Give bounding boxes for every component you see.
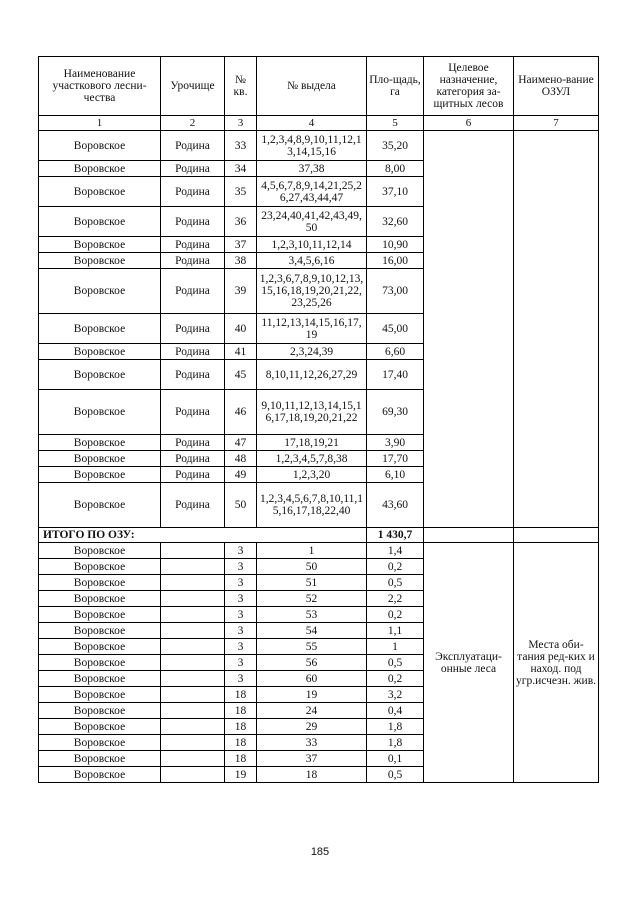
- district-cell: Воровское: [39, 719, 161, 735]
- kv-cell: 49: [225, 467, 257, 483]
- kv-cell: 40: [225, 314, 257, 344]
- tract-cell: Родина: [161, 344, 225, 360]
- vydel-cell: 53: [257, 607, 367, 623]
- vydel-cell: 51: [257, 575, 367, 591]
- vydel-cell: 1,2,3,20: [257, 467, 367, 483]
- tract-cell: [161, 703, 225, 719]
- vydel-cell: 1,2,3,10,11,12,14: [257, 237, 367, 253]
- district-cell: Воровское: [39, 655, 161, 671]
- kv-cell: 37: [225, 237, 257, 253]
- vydel-cell: 1,2,3,4,5,7,8,38: [257, 451, 367, 467]
- area-cell: 1,8: [367, 735, 424, 751]
- district-cell: Воровское: [39, 735, 161, 751]
- tract-cell: [161, 735, 225, 751]
- kv-cell: 3: [225, 575, 257, 591]
- district-cell: Воровское: [39, 237, 161, 253]
- district-cell: Воровское: [39, 344, 161, 360]
- tract-cell: Родина: [161, 161, 225, 177]
- area-cell: 32,60: [367, 207, 424, 237]
- total-area: 1 430,7: [367, 528, 424, 543]
- district-cell: Воровское: [39, 607, 161, 623]
- col-num: 6: [424, 116, 514, 131]
- column-number-row: [39, 116, 599, 131]
- tract-cell: Родина: [161, 483, 225, 528]
- tract-cell: Родина: [161, 253, 225, 269]
- district-cell: Воровское: [39, 559, 161, 575]
- kv-cell: 3: [225, 655, 257, 671]
- vydel-cell: 1,2,3,6,7,8,9,10,12,13,15,16,18,19,20,21,22,23,25,26: [257, 269, 367, 314]
- tract-cell: [161, 655, 225, 671]
- kv-cell: 33: [225, 131, 257, 161]
- ozul-cell: [514, 131, 599, 528]
- district-cell: Воровское: [39, 314, 161, 344]
- area-cell: 1,8: [367, 719, 424, 735]
- tract-cell: [161, 767, 225, 783]
- vydel-cell: 18: [257, 767, 367, 783]
- kv-cell: 18: [225, 687, 257, 703]
- col-num: 3: [225, 116, 257, 131]
- tract-cell: [161, 623, 225, 639]
- forest-table: [38, 56, 599, 783]
- kv-cell: 50: [225, 483, 257, 528]
- col-num: 5: [367, 116, 424, 131]
- area-cell: 0,4: [367, 703, 424, 719]
- header-kv: № кв.: [225, 57, 257, 116]
- district-cell: Воровское: [39, 161, 161, 177]
- area-cell: 1: [367, 639, 424, 655]
- kv-cell: 3: [225, 639, 257, 655]
- area-cell: 0,2: [367, 607, 424, 623]
- purpose-cell: [424, 131, 514, 528]
- col-num: 4: [257, 116, 367, 131]
- vydel-cell: 37: [257, 751, 367, 767]
- kv-cell: 45: [225, 360, 257, 390]
- ozul-cell: Места оби-тания ред-ких и наход. под угр.исчезн. жив.: [514, 543, 599, 783]
- tract-cell: Родина: [161, 131, 225, 161]
- area-cell: 0,5: [367, 575, 424, 591]
- vydel-cell: 4,5,6,7,8,9,14,21,25,26,27,43,44,47: [257, 177, 367, 207]
- kv-cell: 19: [225, 767, 257, 783]
- vydel-cell: 19: [257, 687, 367, 703]
- area-cell: 3,90: [367, 435, 424, 451]
- area-cell: 0,5: [367, 655, 424, 671]
- district-cell: Воровское: [39, 451, 161, 467]
- kv-cell: 47: [225, 435, 257, 451]
- district-cell: Воровское: [39, 207, 161, 237]
- area-cell: 0,2: [367, 559, 424, 575]
- header-ozul: Наимено-вание ОЗУЛ: [514, 57, 599, 116]
- vydel-cell: 54: [257, 623, 367, 639]
- col-num: 7: [514, 116, 599, 131]
- district-cell: Воровское: [39, 435, 161, 451]
- tract-cell: Родина: [161, 360, 225, 390]
- vydel-cell: 50: [257, 559, 367, 575]
- vydel-cell: 1: [257, 543, 367, 559]
- kv-cell: 18: [225, 751, 257, 767]
- area-cell: 1,1: [367, 623, 424, 639]
- tract-cell: [161, 591, 225, 607]
- kv-cell: 3: [225, 671, 257, 687]
- kv-cell: 41: [225, 344, 257, 360]
- tract-cell: [161, 543, 225, 559]
- vydel-cell: 8,10,11,12,26,27,29: [257, 360, 367, 390]
- header-district: Наименование участкового лесни-чества: [39, 57, 161, 116]
- area-cell: 43,60: [367, 483, 424, 528]
- area-cell: 35,20: [367, 131, 424, 161]
- kv-cell: 18: [225, 719, 257, 735]
- district-cell: Воровское: [39, 687, 161, 703]
- district-cell: Воровское: [39, 639, 161, 655]
- area-cell: 6,60: [367, 344, 424, 360]
- area-cell: 6,10: [367, 467, 424, 483]
- tract-cell: Родина: [161, 237, 225, 253]
- kv-cell: 3: [225, 591, 257, 607]
- area-cell: 0,5: [367, 767, 424, 783]
- district-cell: Воровское: [39, 269, 161, 314]
- district-cell: Воровское: [39, 767, 161, 783]
- page-number: 185: [310, 846, 330, 858]
- kv-cell: 34: [225, 161, 257, 177]
- total-label: ИТОГО ПО ОЗУ:: [39, 528, 367, 543]
- area-cell: 10,90: [367, 237, 424, 253]
- vydel-cell: 2,3,24,39: [257, 344, 367, 360]
- header-area: Пло-щадь, га: [367, 57, 424, 116]
- district-cell: Воровское: [39, 751, 161, 767]
- header-tract: Урочище: [161, 57, 225, 116]
- district-cell: Воровское: [39, 360, 161, 390]
- area-cell: 8,00: [367, 161, 424, 177]
- total-empty: [424, 528, 514, 543]
- area-cell: 17,70: [367, 451, 424, 467]
- vydel-cell: 56: [257, 655, 367, 671]
- tract-cell: Родина: [161, 269, 225, 314]
- tract-cell: Родина: [161, 207, 225, 237]
- kv-cell: 38: [225, 253, 257, 269]
- tract-cell: [161, 639, 225, 655]
- kv-cell: 48: [225, 451, 257, 467]
- vydel-cell: 11,12,13,14,15,16,17,19: [257, 314, 367, 344]
- col-num: 2: [161, 116, 225, 131]
- tract-cell: Родина: [161, 314, 225, 344]
- header-purpose: Целевое назначение, категория за-щитных лесов: [424, 57, 514, 116]
- area-cell: 3,2: [367, 687, 424, 703]
- area-cell: 37,10: [367, 177, 424, 207]
- area-cell: 16,00: [367, 253, 424, 269]
- tract-cell: Родина: [161, 467, 225, 483]
- district-cell: Воровское: [39, 131, 161, 161]
- area-cell: 73,00: [367, 269, 424, 314]
- district-cell: Воровское: [39, 671, 161, 687]
- vydel-cell: 60: [257, 671, 367, 687]
- kv-cell: 3: [225, 543, 257, 559]
- kv-cell: 46: [225, 390, 257, 435]
- header-vydel: № выдела: [257, 57, 367, 116]
- kv-cell: 39: [225, 269, 257, 314]
- table-row: [39, 543, 599, 559]
- vydel-cell: 52: [257, 591, 367, 607]
- district-cell: Воровское: [39, 575, 161, 591]
- total-row: [39, 528, 599, 543]
- table-row: [39, 131, 599, 161]
- vydel-cell: 29: [257, 719, 367, 735]
- district-cell: Воровское: [39, 467, 161, 483]
- kv-cell: 18: [225, 735, 257, 751]
- district-cell: Воровское: [39, 623, 161, 639]
- district-cell: Воровское: [39, 483, 161, 528]
- district-cell: Воровское: [39, 543, 161, 559]
- tract-cell: [161, 575, 225, 591]
- kv-cell: 35: [225, 177, 257, 207]
- area-cell: 0,1: [367, 751, 424, 767]
- district-cell: Воровское: [39, 253, 161, 269]
- vydel-cell: 24: [257, 703, 367, 719]
- tract-cell: [161, 687, 225, 703]
- vydel-cell: 1,2,3,4,8,9,10,11,12,13,14,15,16: [257, 131, 367, 161]
- area-cell: 2,2: [367, 591, 424, 607]
- area-cell: 0,2: [367, 671, 424, 687]
- district-cell: Воровское: [39, 390, 161, 435]
- tract-cell: Родина: [161, 451, 225, 467]
- tract-cell: [161, 751, 225, 767]
- area-cell: 1,4: [367, 543, 424, 559]
- vydel-cell: 37,38: [257, 161, 367, 177]
- area-cell: 45,00: [367, 314, 424, 344]
- vydel-cell: 55: [257, 639, 367, 655]
- kv-cell: 3: [225, 623, 257, 639]
- area-cell: 69,30: [367, 390, 424, 435]
- vydel-cell: 33: [257, 735, 367, 751]
- tract-cell: [161, 719, 225, 735]
- tract-cell: Родина: [161, 177, 225, 207]
- vydel-cell: 3,4,5,6,16: [257, 253, 367, 269]
- kv-cell: 36: [225, 207, 257, 237]
- kv-cell: 3: [225, 607, 257, 623]
- vydel-cell: 17,18,19,21: [257, 435, 367, 451]
- tract-cell: [161, 607, 225, 623]
- tract-cell: [161, 671, 225, 687]
- kv-cell: 18: [225, 703, 257, 719]
- district-cell: Воровское: [39, 591, 161, 607]
- vydel-cell: 9,10,11,12,13,14,15,16,17,18,19,20,21,22: [257, 390, 367, 435]
- district-cell: Воровское: [39, 703, 161, 719]
- tract-cell: Родина: [161, 435, 225, 451]
- area-cell: 17,40: [367, 360, 424, 390]
- purpose-cell: Эксплуатаци-онные леса: [424, 543, 514, 783]
- vydel-cell: 1,2,3,4,5,6,7,8,10,11,15,16,17,18,22,40: [257, 483, 367, 528]
- vydel-cell: 23,24,40,41,42,43,49,50: [257, 207, 367, 237]
- kv-cell: 3: [225, 559, 257, 575]
- tract-cell: Родина: [161, 390, 225, 435]
- district-cell: Воровское: [39, 177, 161, 207]
- total-empty: [514, 528, 599, 543]
- tract-cell: [161, 559, 225, 575]
- col-num: 1: [39, 116, 161, 131]
- header-row: [39, 57, 599, 116]
